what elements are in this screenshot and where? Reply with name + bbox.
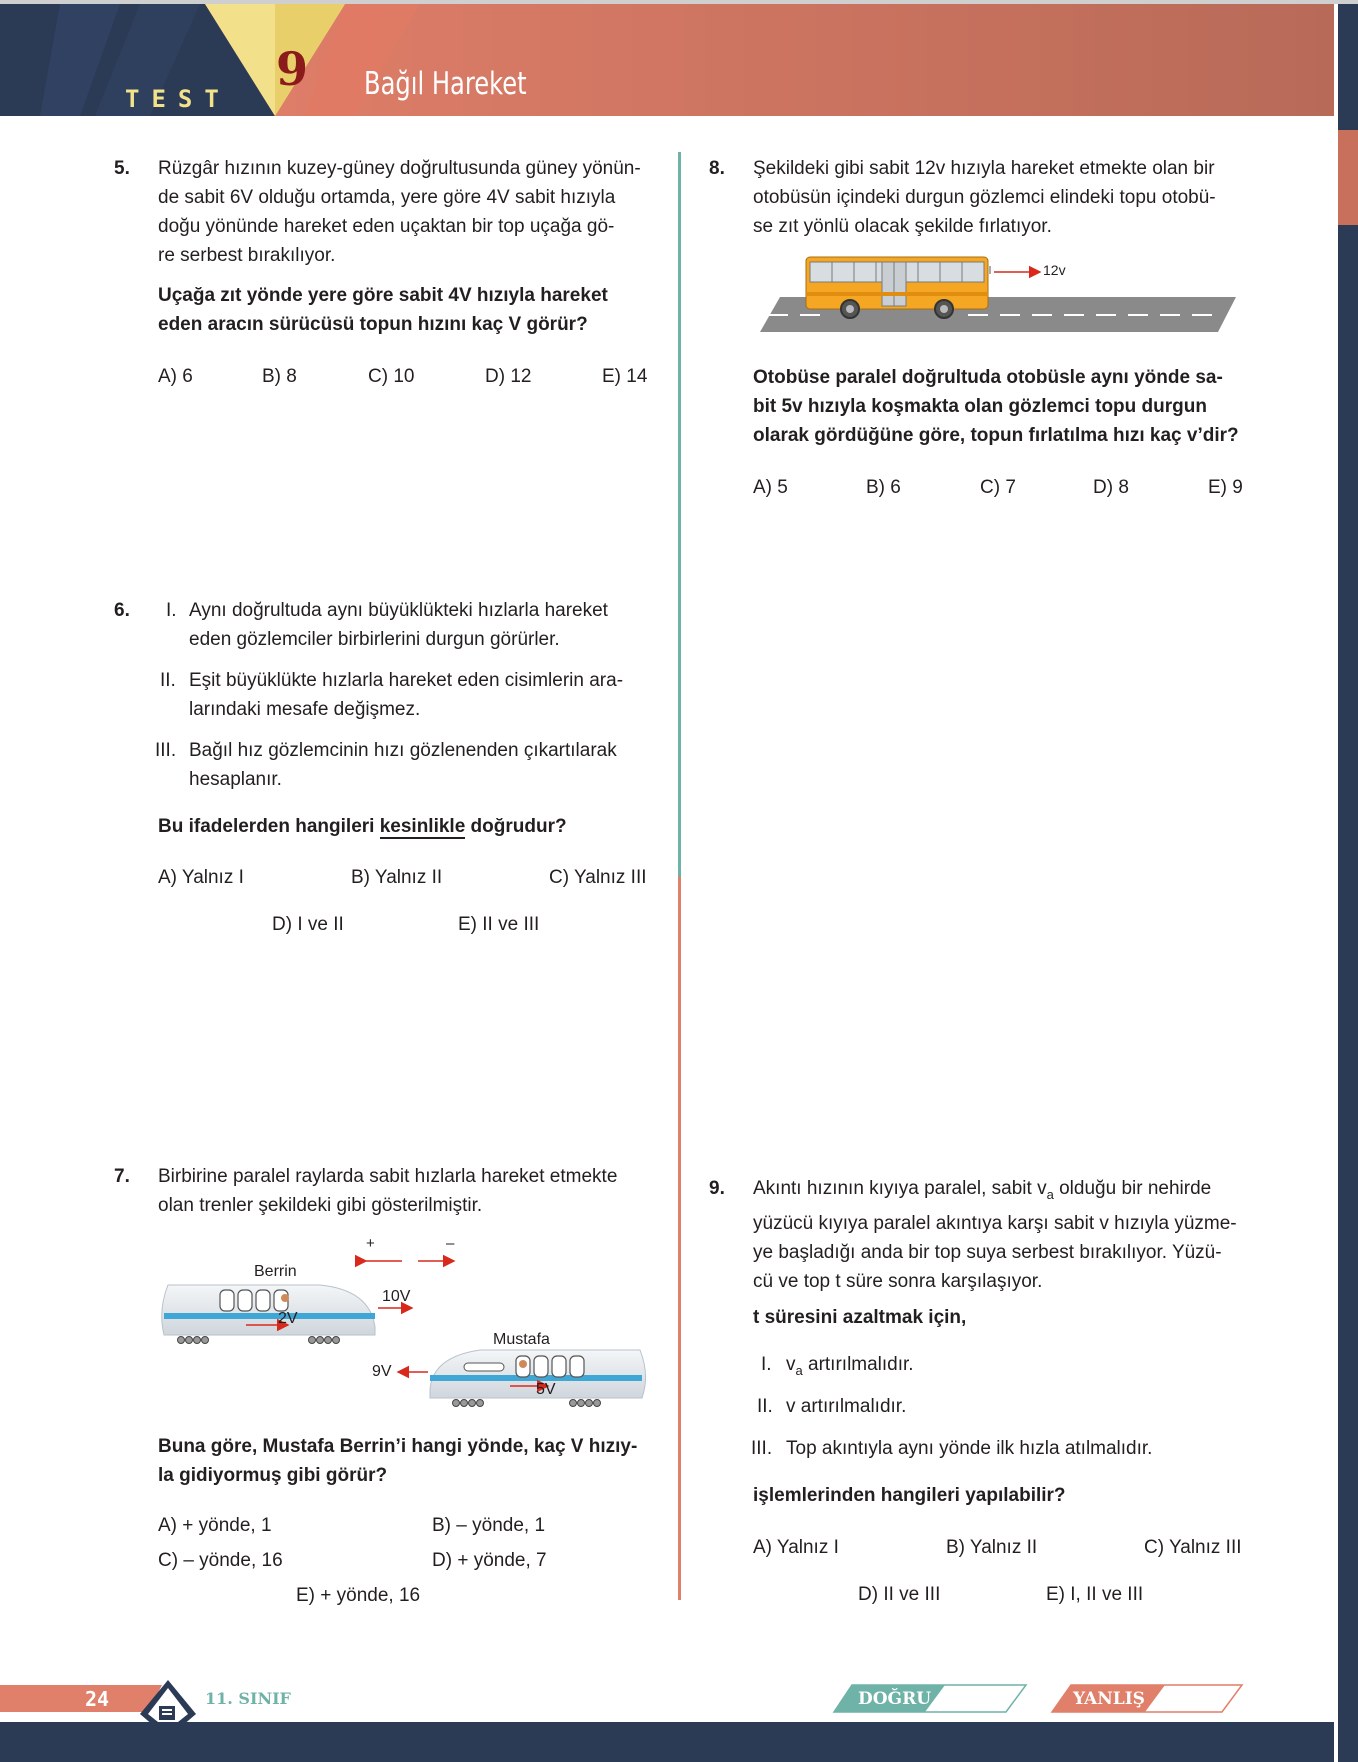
statement-num: III. xyxy=(155,740,177,761)
correct-label: DOĞRU xyxy=(858,1689,932,1709)
option-c[interactable]: C) Yalnız III xyxy=(549,867,647,888)
berrin-label: Berrin xyxy=(254,1263,297,1280)
column-divider-salmon xyxy=(678,877,681,1600)
statement-num: I. xyxy=(166,600,177,621)
text-line: larındaki mesafe değişmez. xyxy=(189,699,421,720)
text-line: olan trenler şekildeki gibi gösterilmiştir. xyxy=(158,1195,483,1216)
option-e[interactable]: E) II ve III xyxy=(458,914,540,935)
option-e[interactable]: E) 9 xyxy=(1208,477,1243,498)
bus-figure xyxy=(758,252,1238,336)
option-b[interactable]: B) Yalnız II xyxy=(351,867,443,888)
text-line: ye başladığı anda bir top suya serbest bırakılıyor. Yüzü- xyxy=(753,1241,1222,1263)
footer xyxy=(0,1680,1358,1762)
trains-figure xyxy=(150,1235,660,1410)
option-d[interactable]: D) 12 xyxy=(485,366,532,387)
test-label: TEST xyxy=(125,85,231,113)
option-c[interactable]: C) – yönde, 16 xyxy=(158,1550,283,1571)
prompt-line: la gidiyormuş gibi görür? xyxy=(158,1465,388,1486)
option-d[interactable]: D) 8 xyxy=(1093,477,1129,498)
subscript: a xyxy=(795,1362,803,1378)
prompt-line: Otobüse paralel doğrultuda otobüsle aynı yönde sa- xyxy=(753,367,1223,388)
statement-3 xyxy=(155,736,665,794)
right-edge-white xyxy=(1334,116,1338,1762)
question-body xyxy=(158,154,648,270)
statement-text: Top akıntıyla aynı yönde ilk hızla atılmalıdır. xyxy=(786,1438,1153,1459)
line-pre: Akıntı hızının kıyıya paralel, sabit v xyxy=(753,1178,1047,1199)
text-line: otobüsün içindeki durgun gözlemci elindeki topu otobü- xyxy=(753,187,1216,208)
test-number: 9 xyxy=(276,42,309,96)
prompt-line: Uçağa zıt yönde yere göre sabit 4V hızıyla hareket xyxy=(158,285,608,306)
text-line: se zıt yönlü olacak şekilde fırlatıyor. xyxy=(753,216,1052,237)
question-body xyxy=(753,1174,1273,1296)
option-e[interactable]: E) 14 xyxy=(602,366,648,387)
question-number: 6. xyxy=(114,600,130,621)
question-prompt xyxy=(158,1432,668,1490)
text-line: cü ve top t süre sonra karşılaşıyor. xyxy=(753,1270,1043,1292)
option-b[interactable]: B) 6 xyxy=(866,477,901,498)
option-b[interactable]: B) Yalnız II xyxy=(946,1537,1038,1558)
option-a[interactable]: A) + yönde, 1 xyxy=(158,1515,272,1536)
text-line: re serbest bırakılıyor. xyxy=(158,245,336,266)
statement-1 xyxy=(158,596,668,654)
text-line: Bağıl hız gözlemcinin hızı gözlenenden çıkartılarak xyxy=(189,740,617,761)
prompt-line: eden aracın sürücüsü topun hızını kaç V görür? xyxy=(158,314,588,335)
statement-num: I. xyxy=(761,1354,772,1375)
option-b[interactable]: B) 8 xyxy=(262,366,297,387)
statement-var: v xyxy=(786,1354,796,1375)
option-d[interactable]: D) I ve II xyxy=(272,914,344,935)
question-prompt xyxy=(158,281,658,339)
option-a[interactable]: A) 5 xyxy=(753,477,788,498)
prompt-post: doğrudur? xyxy=(465,816,567,837)
page-number: 24 xyxy=(85,1687,110,1711)
statement-num: III. xyxy=(751,1438,773,1459)
question-lead: t süresini azaltmak için, xyxy=(753,1307,967,1328)
statement-2 xyxy=(753,1392,906,1421)
question-number: 9. xyxy=(709,1178,725,1199)
statement-text: artırılmalıdır. xyxy=(802,1354,914,1375)
line-post: olduğu bir nehirde xyxy=(1053,1178,1212,1199)
text-line: Aynı doğrultuda aynı büyüklükteki hızlarla hareket xyxy=(189,600,608,621)
statement-num: II. xyxy=(160,670,176,691)
text-line: Eşit büyüklükte hızlarla hareket eden cisimlerin ara- xyxy=(189,670,624,691)
text-line: hesaplanır. xyxy=(189,769,282,790)
grade-label: 11. SINIF xyxy=(205,1689,291,1708)
text-line: Şekildeki gibi sabit 12v hızıyla hareket etmekte olan bir xyxy=(753,158,1215,179)
mustafa-train-speed: 9V xyxy=(372,1363,392,1380)
statement-2 xyxy=(158,666,668,724)
bus-speed-label: 12v xyxy=(1043,262,1066,278)
option-a[interactable]: A) Yalnız I xyxy=(753,1537,839,1558)
footer-graphic xyxy=(0,1680,1358,1762)
question-body xyxy=(158,1162,668,1220)
subscript: a xyxy=(1046,1186,1054,1202)
text-line: doğu yönünde hareket eden uçaktan bir top uçağa gö- xyxy=(158,216,615,237)
wrong-label: YANLIŞ xyxy=(1073,1689,1145,1709)
text-line xyxy=(753,1174,1273,1209)
question-body xyxy=(753,154,1263,241)
statement-3 xyxy=(751,1434,1152,1463)
mustafa-label: Mustafa xyxy=(493,1331,550,1348)
option-d[interactable]: D) II ve III xyxy=(858,1584,941,1605)
right-edge-tab xyxy=(1338,130,1358,225)
question-prompt xyxy=(753,363,1263,450)
text-line: eden gözlemciler birbirlerini durgun görürler. xyxy=(189,629,560,650)
statement-num: II. xyxy=(757,1396,773,1417)
question-prompt: işlemlerinden hangileri yapılabilir? xyxy=(753,1485,1066,1506)
option-d[interactable]: D) + yönde, 7 xyxy=(432,1550,547,1571)
prompt-underlined: kesinlikle xyxy=(379,816,466,837)
column-divider-teal xyxy=(678,152,681,877)
mustafa-relative-speed: 5V xyxy=(536,1381,556,1398)
text-line: yüzücü kıyıya paralel akıntıya karşı sabit v hızıyla yüzme- xyxy=(753,1212,1237,1234)
option-c[interactable]: C) 10 xyxy=(368,366,415,387)
right-edge-navy xyxy=(1338,116,1358,1762)
question-number: 5. xyxy=(114,158,130,179)
statement-text: v artırılmalıdır. xyxy=(786,1396,907,1417)
prompt-line: olarak gördüğüne göre, topun fırlatılma hızı kaç v’dir? xyxy=(753,425,1239,446)
prompt-line: bit 5v hızıyla koşmakta olan gözlemci topu durgun xyxy=(753,396,1207,417)
prompt-pre: Bu ifadelerden hangileri xyxy=(158,816,380,837)
berrin-relative-speed: 2V xyxy=(278,1310,298,1327)
prompt-line: Buna göre, Mustafa Berrin’i hangi yönde, kaç V hızıy- xyxy=(158,1436,638,1457)
question-number: 8. xyxy=(709,158,725,179)
option-a[interactable]: A) 6 xyxy=(158,366,193,387)
question-number: 7. xyxy=(114,1166,130,1187)
text-line: Birbirine paralel raylarda sabit hızlarla hareket etmekte xyxy=(158,1166,618,1187)
option-e[interactable]: E) I, II ve III xyxy=(1046,1584,1144,1605)
bus-drawing xyxy=(758,252,1238,336)
option-c[interactable]: C) 7 xyxy=(980,477,1016,498)
text-line: Rüzgâr hızının kuzey-güney doğrultusunda güney yönün- xyxy=(158,158,641,179)
minus-sign: – xyxy=(446,1235,455,1252)
berrin-train-speed: 10V xyxy=(382,1288,411,1305)
option-c[interactable]: C) Yalnız III xyxy=(1144,1537,1242,1558)
statement-1 xyxy=(753,1350,914,1385)
option-e[interactable]: E) + yönde, 16 xyxy=(296,1585,421,1606)
trains-drawing xyxy=(150,1235,660,1410)
option-a[interactable]: A) Yalnız I xyxy=(158,867,244,888)
text-line: de sabit 6V olduğu ortamda, yere göre 4V sabit hızıyla xyxy=(158,187,616,208)
option-b[interactable]: B) – yönde, 1 xyxy=(432,1515,546,1536)
page-title: Bağıl Hareket xyxy=(364,66,527,102)
plus-sign: + xyxy=(366,1235,375,1252)
question-prompt xyxy=(158,812,567,841)
